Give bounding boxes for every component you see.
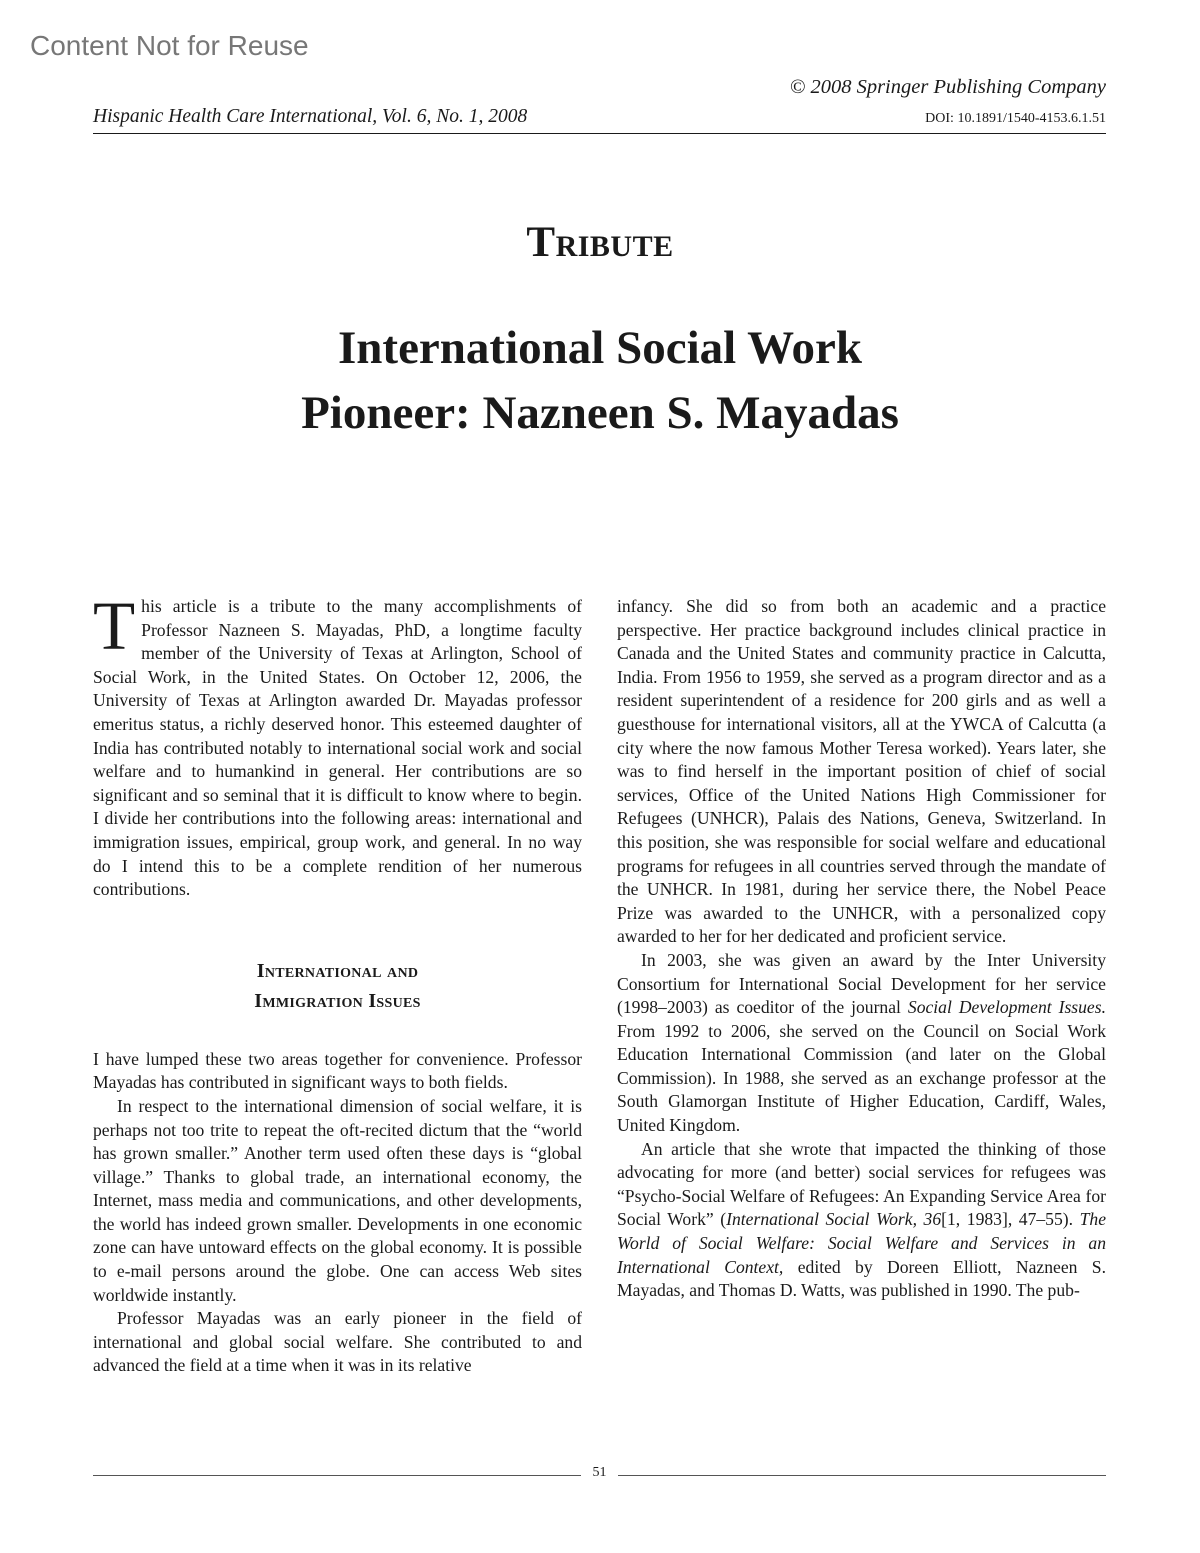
right-column	[617, 595, 1106, 1303]
copyright-notice: © 2008 Springer Publishing Company	[789, 76, 1106, 98]
text-run: In 2003, she was given an award by the Inter University Consortium for International Social Development for her service (1998–2003) as coeditor of the journal	[617, 949, 1106, 1018]
text-run: An article that she wrote that impacted the thinking of those advocating for more (and better) social services for refugees was “Psycho-Social Welfare of Refugees: An Expanding Service Area for Social Work” (	[617, 1138, 1106, 1230]
journal-title-italic: Social Development Issues.	[907, 997, 1106, 1018]
footer-rule-right	[618, 1475, 1106, 1476]
paragraph: Professor Mayadas was an early pioneer in the field of international and global social welfare. She contributed to and advanced the field at a time when it was in its relative	[93, 1308, 582, 1376]
section-heading-line-2: Immigration Issues	[254, 989, 421, 1012]
header-rule	[93, 133, 1106, 134]
article-title	[100, 316, 1100, 446]
title-line-2: Pioneer: Nazneen S. Mayadas	[301, 387, 899, 439]
citation-italic: International Social Work, 36	[726, 1209, 942, 1230]
text-run: [1, 1983], 47–55).	[941, 1209, 1080, 1230]
paragraph	[617, 949, 1106, 1138]
paragraph: In respect to the international dimension of social welfare, it is perhaps not too trite to repeat the oft-recited dictum that the “world has grown smaller.” Another term used often these days is “global village.” Thanks to global trade, an international economy, the Internet, mass media and communications, and other developments, the world has indeed grown smaller. Developments in one economic zone can have untoward effects on the global economy. It is possible to e-mail persons around the globe. One can access Web sites worldwide instantly.	[93, 1095, 582, 1305]
page-number: 51	[592, 1465, 607, 1480]
text-run: edited by Doreen Elliott, Nazneen S. Mayadas, and Thomas D. Watts, was published in 1990. The pub-	[617, 1256, 1106, 1301]
journal-citation: Hispanic Health Care International, Vol. 6, No. 1, 2008	[93, 106, 528, 127]
section-heading	[93, 956, 582, 1016]
doi: DOI: 10.1891/1540-4153.6.1.51	[925, 111, 1106, 126]
section-heading-line-1: International and	[256, 959, 419, 982]
intro-paragraph	[93, 588, 582, 902]
left-column	[93, 588, 582, 1378]
running-header	[93, 76, 1106, 134]
paragraph	[617, 1138, 1106, 1303]
intro-text: his article is a tribute to the many accomplishments of Professor Nazneen S. Mayadas, PhD, a longtime faculty member of the University of Texas at Arlington, School of Social Work, in the United States. On October 12, 2006, the University of Texas at Arlington awarded Dr. Mayadas professor emeritus status, a richly deserved honor. This esteemed daughter of India has contributed notably to international social work and social welfare and to humankind in general. Her contributions are so significant and so seminal that it is difficult to know where to begin. I divide her contributions into the following areas: international and immigration issues, empirical, group work, and general. In no way do I intend this to be a complete rendition of her numerous contributions.	[93, 596, 582, 900]
drop-cap: T	[93, 588, 136, 664]
watermark: Content Not for Reuse	[30, 30, 309, 61]
paragraph: infancy. She did so from both an academic and a practice perspective. Her practice background includes clinical practice in Canada and the United States and community practice in Calcutta, India. From 1956 to 1959, she served as a program director and as a resident superintendent of a residence for 200 girls and as well a guesthouse for international visitors, all at the YWCA of Calcutta (a city where the now famous Mother Teresa worked). Years later, she was to find herself in the important position of chief of social services, Office of the United Nations High Commissioner for Refugees (UNHCR), Palais des Nations, Geneva, Switzerland. In this position, she was responsible for social welfare and educational programs for refugees in all countries served through the mandate of the UNHCR. In 1981, during her service there, the Nobel Peace Prize was awarded to the UNHCR, with a personalized copy awarded to her for her dedicated and proficient service.	[617, 596, 1106, 947]
paragraph: I have lumped these two areas together for convenience. Professor Mayadas has contributed in significant ways to both fields.	[93, 1048, 582, 1093]
book-title-italic: The World of Social Welfare: Social Welfare and Services in an International Context,	[617, 1209, 1106, 1277]
page-footer	[93, 1465, 1106, 1485]
title-line-1: International Social Work	[337, 322, 863, 374]
text-run: From 1992 to 2006, she served on the Council on Social Work Education International Commission (and later on the Global Commission). In 1988, she served as an exchange professor at the South Glamorgan Institute of Higher Education, Cardiff, Wales, United Kingdom.	[617, 1020, 1106, 1136]
section-label: Tribute	[526, 219, 674, 266]
